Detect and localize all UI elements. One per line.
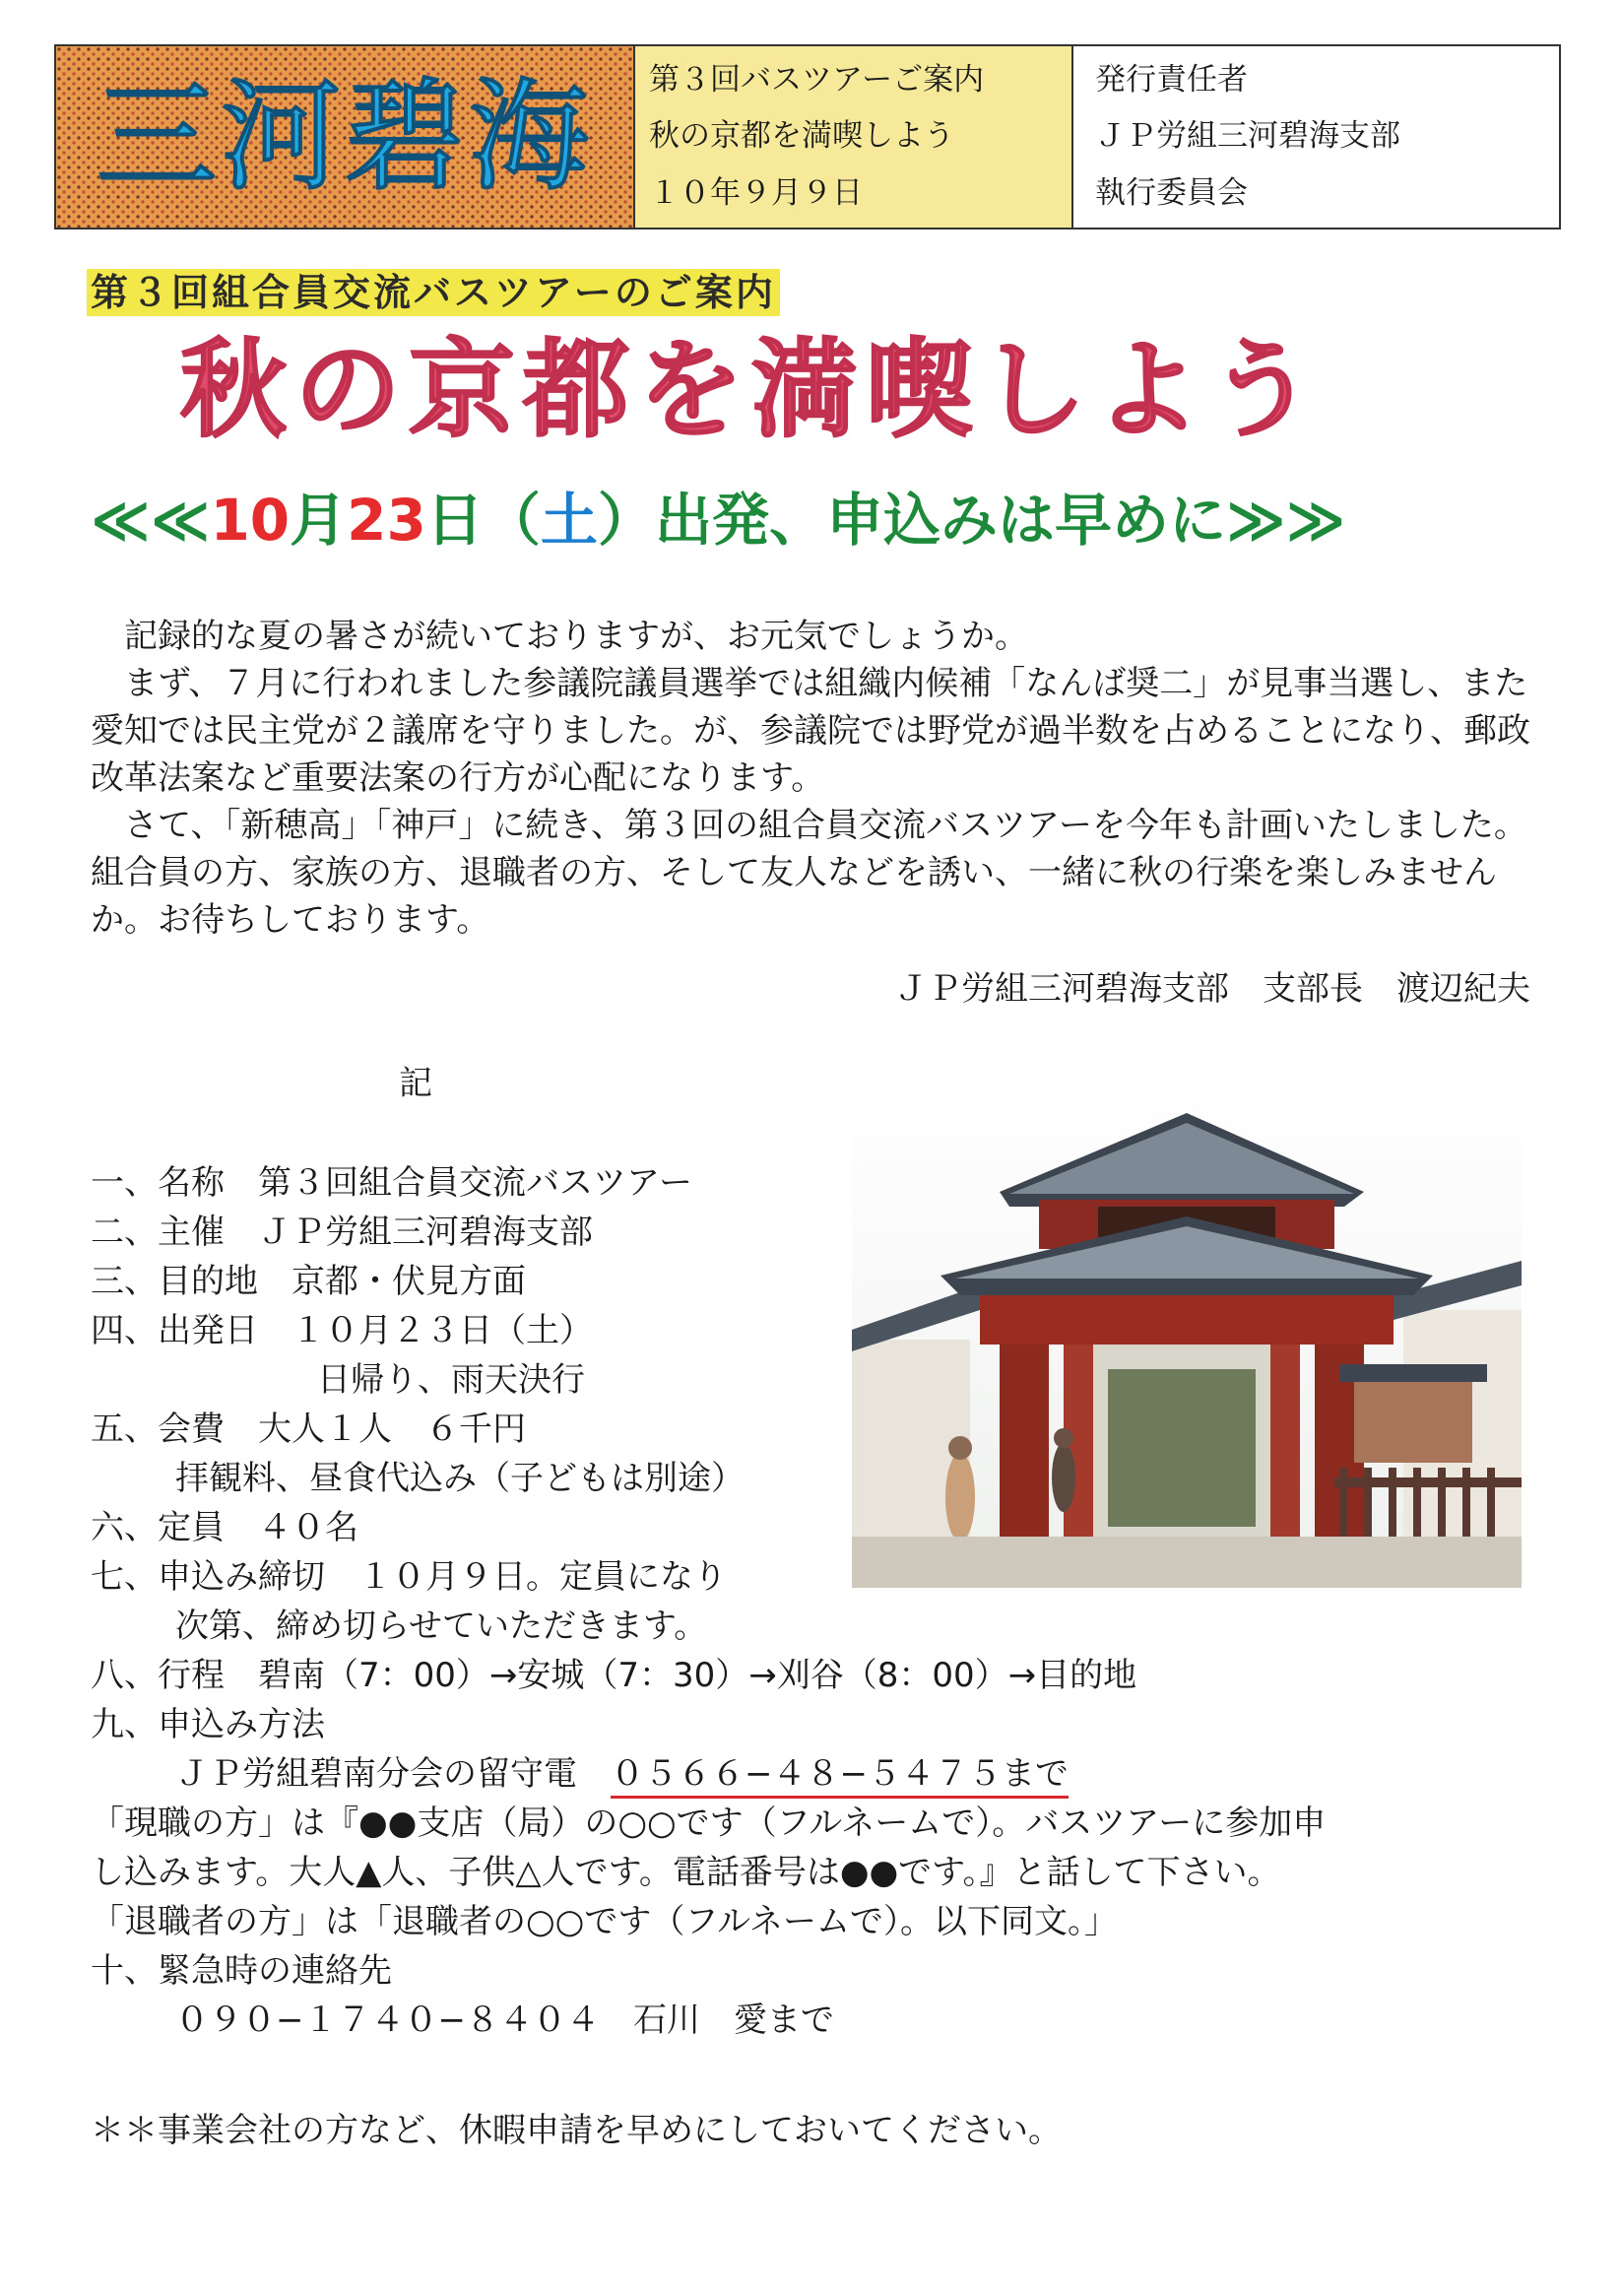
list-item: 二、主催 ＪＰ労組三河碧海支部 bbox=[91, 1213, 593, 1252]
date-paren-close: ） bbox=[597, 487, 655, 554]
intro-text bbox=[91, 613, 1538, 944]
publisher-line: 執行委員会 bbox=[1095, 174, 1248, 211]
info-line: 秋の京都を満喫しよう bbox=[649, 118, 954, 155]
list-item: 六、定員 ４０名 bbox=[91, 1508, 358, 1547]
list-item: 八、行程 碧南（7：00）→安城（7：30）→刈谷（8：00）→目的地 bbox=[91, 1656, 1137, 1695]
list-item-continued: 「退職者の方」は「退職者の○○です（フルネームで）。以下同文。」 bbox=[91, 1902, 1118, 1941]
logo-text: 三河碧海 bbox=[97, 67, 593, 207]
date-rest: 出発、申込みは早めに≫≫ bbox=[654, 487, 1346, 554]
list-item: 三、目的地 京都・伏見方面 bbox=[91, 1262, 526, 1301]
list-item: 十、緊急時の連絡先 bbox=[91, 1951, 392, 1991]
details-list bbox=[91, 1158, 1548, 2045]
subtitle: 第３回組合員交流バスツアーのご案内 bbox=[87, 269, 780, 316]
date-month-label: 月 bbox=[290, 487, 348, 554]
date-day-number: 23 bbox=[347, 487, 426, 554]
date-open-brackets: ≪≪ bbox=[91, 487, 211, 554]
list-item: 一、名称 第３回組合員交流バスツアー bbox=[91, 1163, 692, 1203]
departure-date-line bbox=[91, 487, 1346, 554]
publisher-info bbox=[1073, 46, 1559, 228]
intro-paragraph: まず、７月に行われました参議院議員選挙では組織内候補「なんば奨二」が見事当選し、また愛知では民主党が２議席を守りました。が、参議院では野党が過半数を占めることになり、郵政改革法案など重要法案の行方が心配になります。 bbox=[91, 664, 1530, 798]
publisher-line: ＪＰ労組三河碧海支部 bbox=[1095, 118, 1400, 155]
signature: ＪＰ労組三河碧海支部 支部長 渡辺紀夫 bbox=[894, 969, 1530, 1009]
info-line: 第３回バスツアーご案内 bbox=[649, 62, 985, 98]
list-item-continued: 日帰り、雨天決行 bbox=[317, 1360, 585, 1400]
emergency-contact: ０９０−１７４０−８４０４ 石川 愛まで bbox=[175, 2001, 834, 2040]
list-item: 九、申込み方法 bbox=[91, 1705, 325, 1744]
info-line: １０年９月９日 bbox=[649, 174, 863, 211]
intro-paragraph: 記録的な夏の暑さが続いておりますが、お元気でしょうか。 bbox=[124, 617, 1028, 656]
list-item: 四、出発日 １０月２３日（土） bbox=[91, 1311, 593, 1350]
newsletter-info bbox=[635, 46, 1073, 228]
date-month-number: 10 bbox=[210, 487, 291, 554]
intro-paragraph: さて、「新穂高」「神戸」に続き、第３回の組合員交流バスツアーを今年も計画いたしました。組合員の方、家族の方、退職者の方、そして友人などを誘い、一緒に秋の行楽を楽しみませんか。お待ちしております。 bbox=[91, 806, 1527, 940]
logo-box bbox=[56, 46, 635, 228]
list-item-continued: 次第、締め切らせていただきます。 bbox=[175, 1607, 708, 1646]
ki-heading: 記 bbox=[399, 1064, 432, 1103]
list-item: 七、申込み締切 １０月９日。定員になり bbox=[91, 1557, 727, 1597]
date-day-label: 日 bbox=[425, 487, 484, 554]
application-phone-prefix: ＪＰ労組碧南分会の留守電 bbox=[175, 1754, 577, 1794]
publisher-line: 発行責任者 bbox=[1095, 62, 1248, 98]
footer-note: ＊＊事業会社の方など、休暇申請を早めにしておいてください。 bbox=[91, 2111, 1062, 2150]
date-weekday: 土 bbox=[540, 487, 598, 554]
main-title: 秋の京都を満喫しよう bbox=[180, 329, 1324, 452]
list-item-continued: し込みます。大人▲人、子供△人です。電話番号は●●です。』と話して下さい。 bbox=[91, 1853, 1281, 1892]
list-item-continued: 「現職の方」は『●●支店（局）の○○です（フルネームで）。バスツアーに参加申 bbox=[91, 1804, 1327, 1843]
date-paren-open: （ bbox=[483, 487, 541, 554]
application-phone-number: ０５６６−４８−５４７５まで bbox=[611, 1754, 1069, 1799]
list-item: 五、会費 大人１人 ６千円 bbox=[91, 1410, 526, 1449]
application-phone-line bbox=[91, 1749, 1548, 1799]
header bbox=[54, 44, 1561, 230]
list-item-continued: 拝観料、昼食代込み（子どもは別途） bbox=[175, 1459, 745, 1498]
